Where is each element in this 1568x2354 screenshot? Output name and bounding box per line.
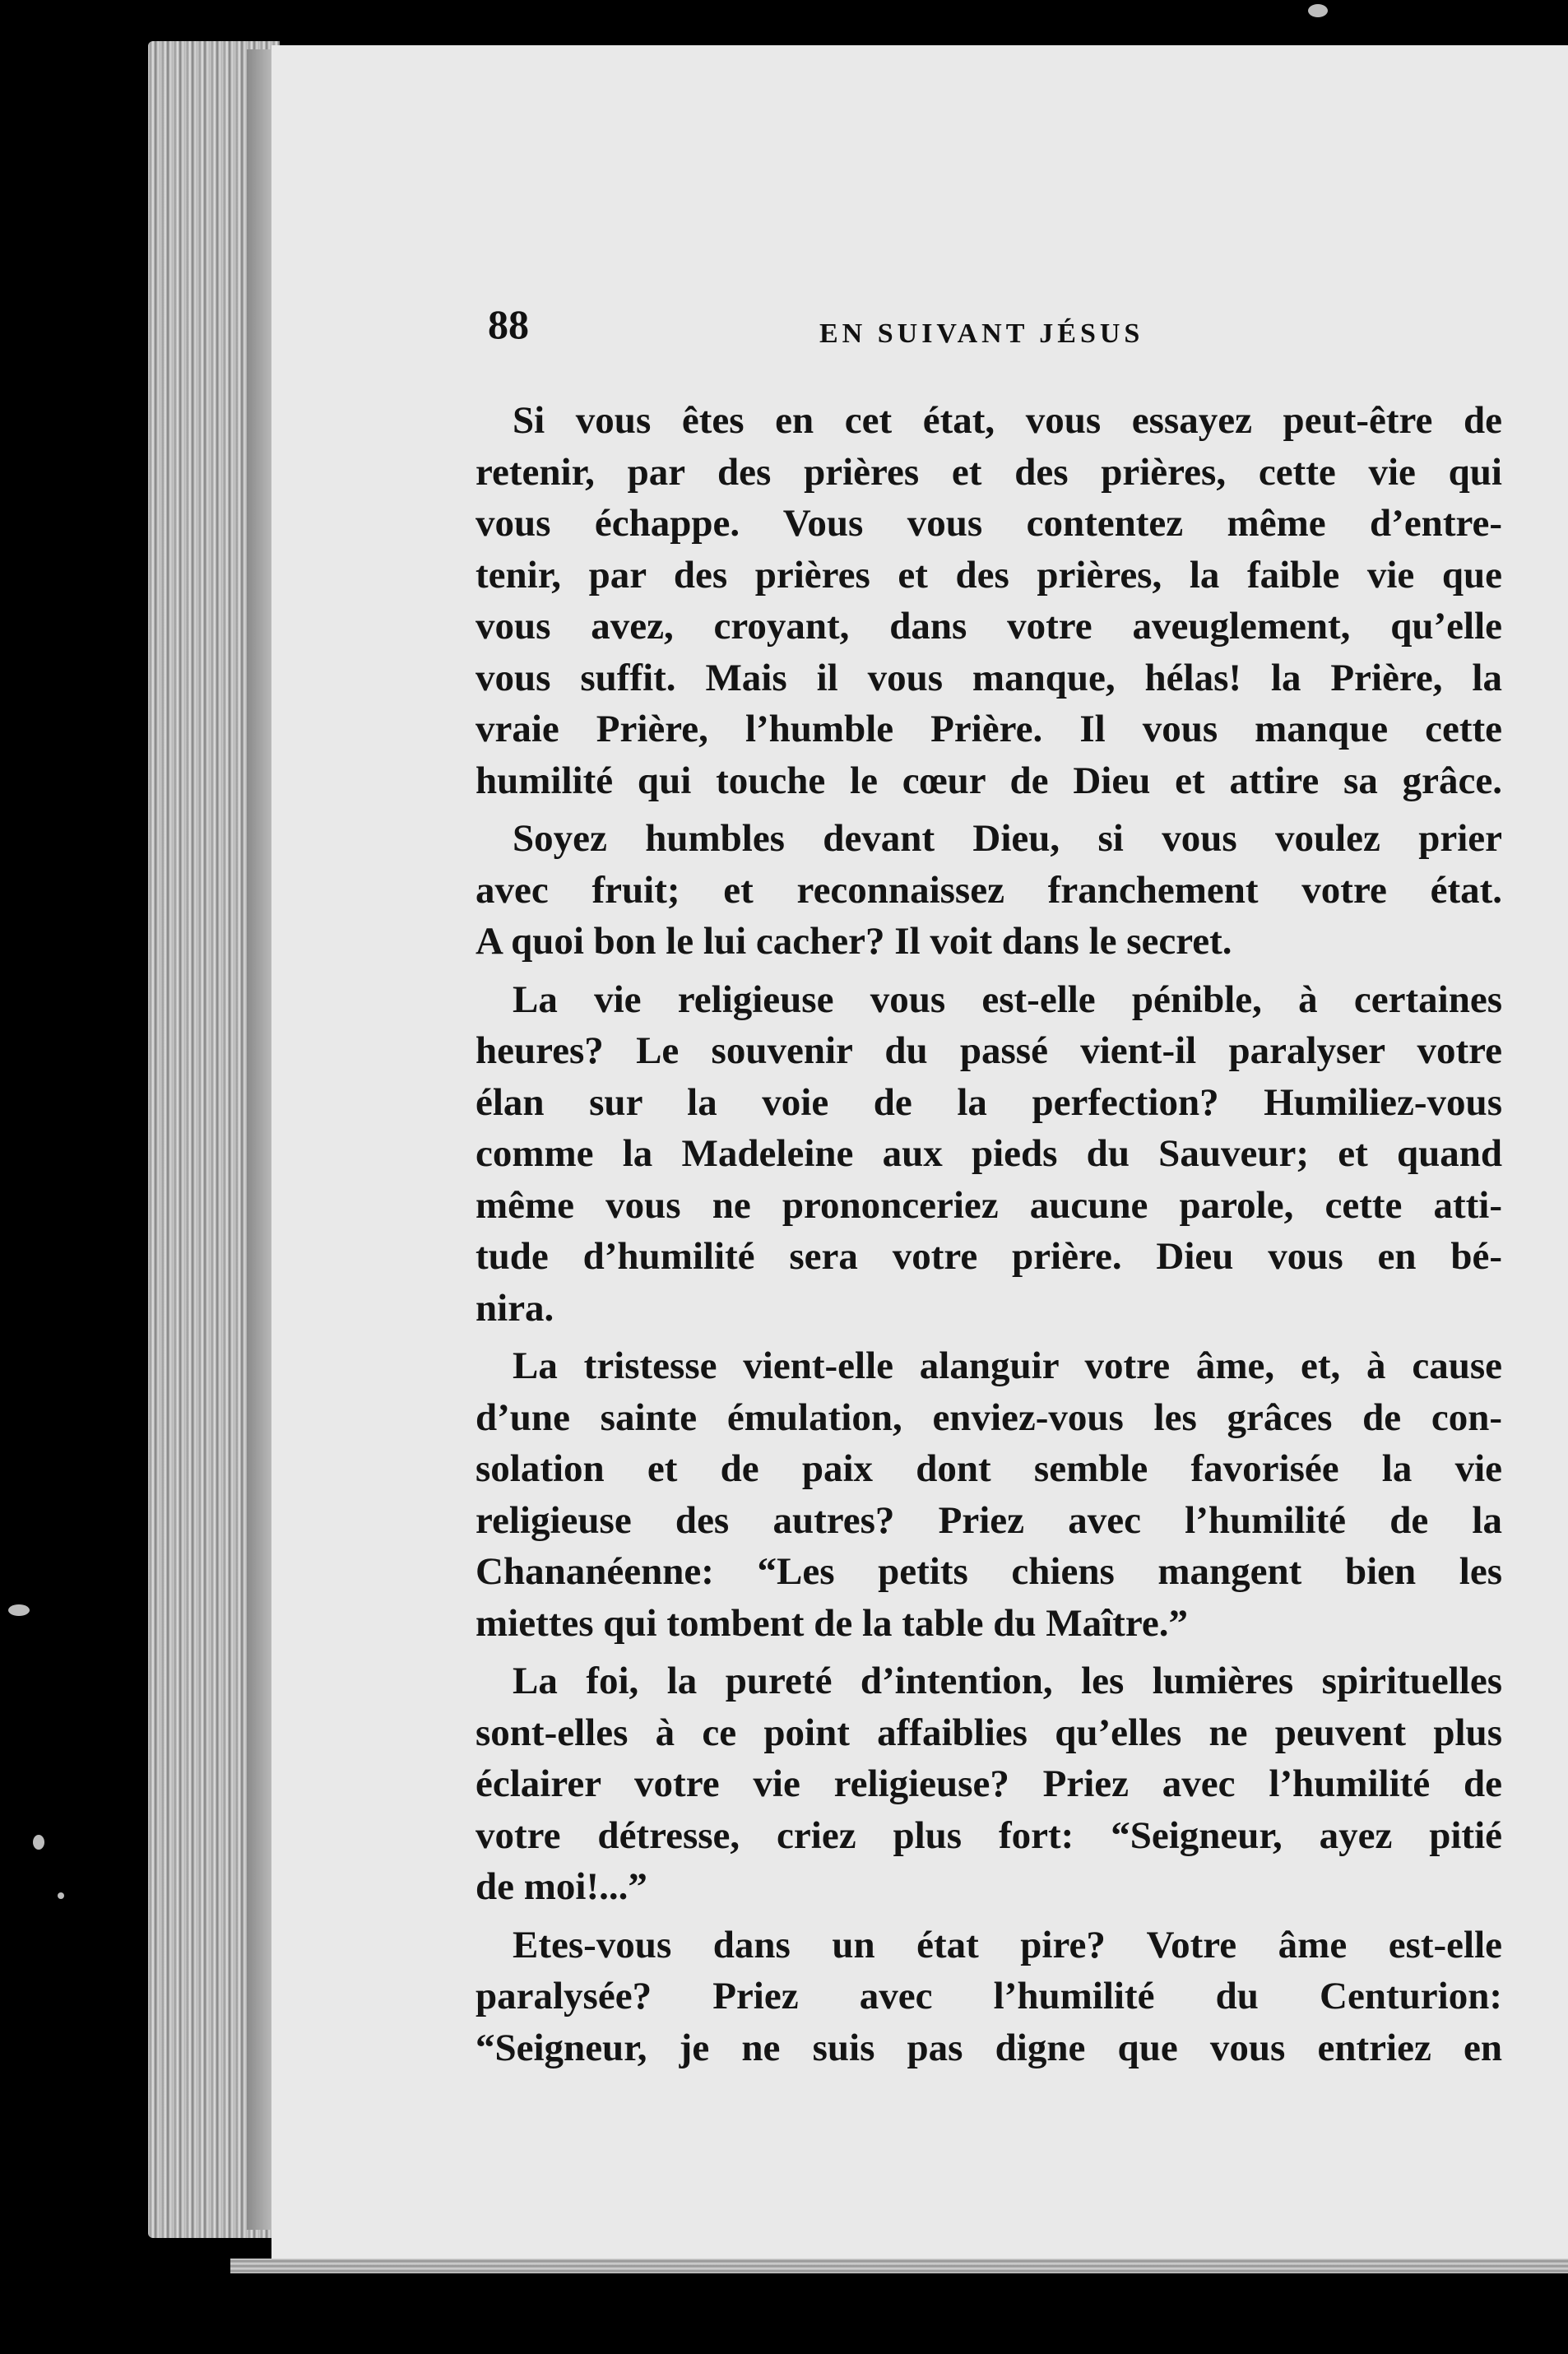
text-line: de moi!...” <box>476 1865 647 1908</box>
text-line: La tristesse vient-elle alanguir votre âme, et, à cause <box>513 1344 1502 1387</box>
text-line: d’une sainte émulation, enviez-vous les grâces de con- <box>476 1395 1502 1439</box>
text-line: religieuse des autres? Priez avec l’humilité de la <box>476 1498 1502 1542</box>
scan-speck <box>1308 4 1328 17</box>
text-line: miettes qui tombent de la table du Maître.” <box>476 1601 1188 1645</box>
text-line: vous suffit. Mais il vous manque, hélas! la Prière, la <box>476 656 1502 699</box>
paragraph <box>476 1340 1502 1649</box>
text-line: Si vous êtes en cet état, vous essayez peut-être de <box>513 399 1502 442</box>
text-line: même vous ne prononceriez aucune parole, cette atti- <box>476 1183 1502 1227</box>
body-text <box>476 395 1502 2080</box>
text-line: vous avez, croyant, dans votre aveuglement, qu’elle <box>476 605 1502 648</box>
text-line: vraie Prière, l’humble Prière. Il vous manque cette <box>476 708 1502 750</box>
text-line: La foi, la pureté d’intention, les lumières spirituelles <box>513 1660 1502 1702</box>
text-line: élan sur la voie de la perfection? Humiliez-vous <box>476 1080 1502 1124</box>
text-line: tenir, par des prières et des prières, la faible vie que <box>476 553 1502 597</box>
text-line: heures? Le souvenir du passé vient-il paralyser votre <box>476 1029 1502 1072</box>
text-line: nira. <box>476 1286 554 1330</box>
paragraph <box>476 1655 1502 1913</box>
running-title: EN SUIVANT JÉSUS <box>819 318 1144 349</box>
text-line: éclairer votre vie religieuse? Priez avec l’humilité de <box>476 1762 1502 1805</box>
text-line: “Seigneur, je ne suis pas digne que vous entriez en <box>476 2026 1502 2069</box>
paragraph <box>476 974 1502 1335</box>
book-bottom-edge <box>230 2259 1568 2273</box>
text-line: Etes-vous dans un état pire? Votre âme est-elle <box>513 1923 1502 1966</box>
text-line: retenir, par des prières et des prières, cette vie qui <box>476 450 1502 494</box>
text-line: A quoi bon le lui cacher? Il voit dans le secret. <box>476 920 1232 963</box>
text-line: sont-elles à ce point affaiblies qu’elles ne peuvent plus <box>476 1711 1502 1754</box>
text-line: tude d’humilité sera votre prière. Dieu vous en bé- <box>476 1235 1502 1278</box>
paragraph <box>476 813 1502 968</box>
text-line: solation et de paix dont semble favorisée la vie <box>476 1447 1502 1490</box>
text-line: Chananéenne: “Les petits chiens mangent bien les <box>476 1550 1502 1593</box>
text-line: humilité qui touche le cœur de Dieu et attire sa grâce. <box>476 759 1502 802</box>
text-line: avec fruit; et reconnaissez franchement votre état. <box>476 868 1502 912</box>
paragraph <box>476 395 1502 806</box>
text-line: comme la Madeleine aux pieds du Sauveur; et quand <box>476 1132 1502 1175</box>
scan-speck <box>33 1835 44 1850</box>
page-number: 88 <box>488 301 529 347</box>
running-head <box>488 300 1502 350</box>
scan-speck <box>58 1892 64 1899</box>
text-line: vous échappe. Vous vous contentez même d’entre- <box>476 502 1502 545</box>
text-line: paralysée? Priez avec l’humilité du Centurion: <box>476 1975 1502 2017</box>
text-line: votre détresse, criez plus fort: “Seigneur, ayez pitié <box>476 1813 1502 1857</box>
paragraph <box>476 1920 1502 2074</box>
text-line: La vie religieuse vous est-elle pénible, à certaines <box>513 977 1502 1021</box>
text-line: Soyez humbles devant Dieu, si vous voulez prier <box>513 817 1502 860</box>
scan-speck <box>8 1604 30 1616</box>
